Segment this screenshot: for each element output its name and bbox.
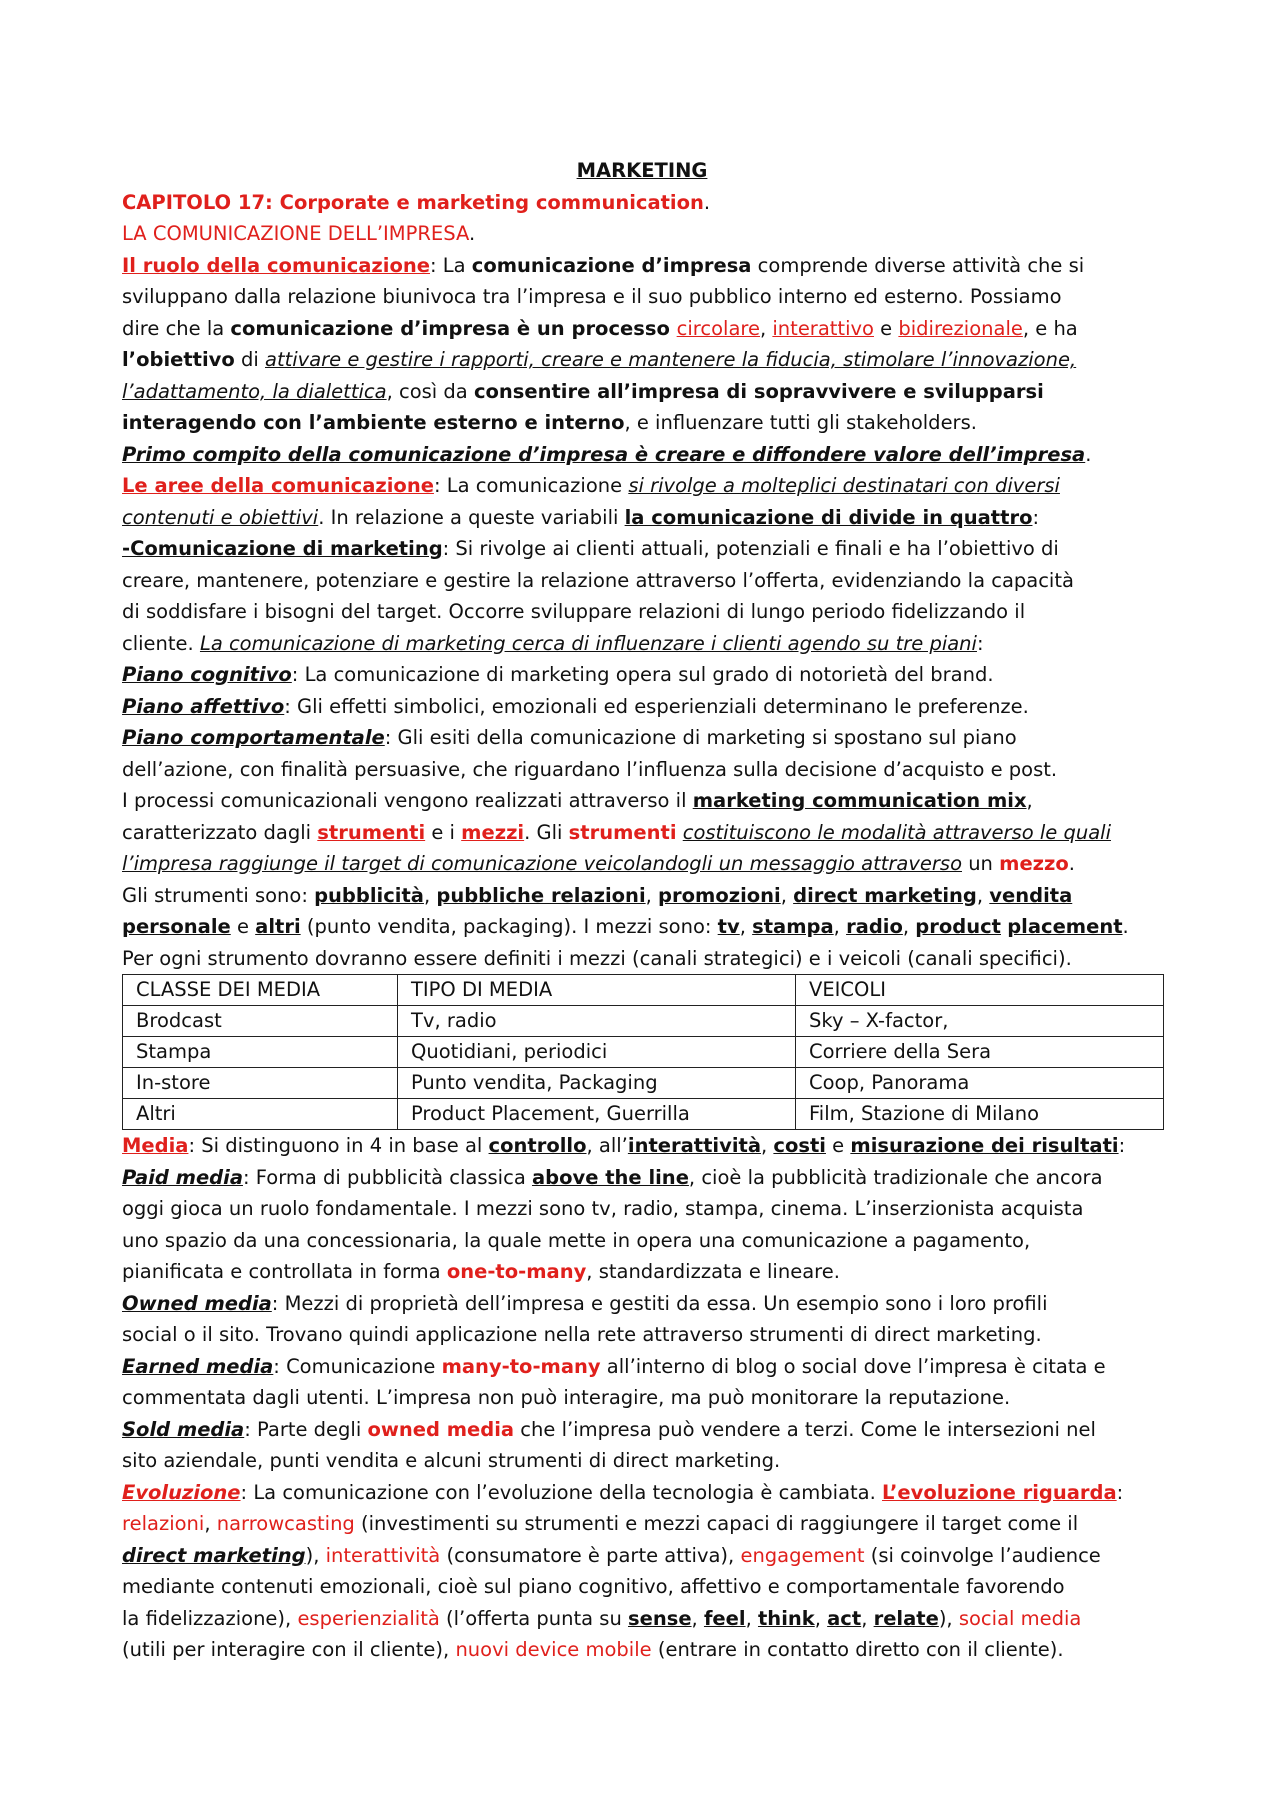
keyword-interattivo: interattivo: [772, 316, 874, 340]
paragraph-ruolo: Il ruolo della comunicazione: La comunicazione d’impresa comprende diverse attività che si sviluppano dalla relazione biunivoca tra l’impresa e il suo pubblico interno ed esterno. Possiamo dire che la comunicazione d’impresa è un processo circolare, interattivo e bidirezionale, e ha l’obiettivo di attivare e gestire i rapporti, creare e mantenere la fiducia, stimolare l’innovazione, l’adattamento, la dialettica, così da consentire all’impresa di sopravvivere e svilupparsi interagendo con l’ambiente esterno e interno, e influenzare tutti gli stakeholders. Primo compito della comunicazione d’impresa è creare e diffondere valore dell’impresa.: [122, 250, 1162, 471]
keyword-owned-media: owned media: [367, 1417, 515, 1441]
text: l’obiettivo: [122, 348, 235, 371]
text: (consumatore è parte attiva),: [440, 1543, 741, 1567]
text: si rivolge a molteplici destinatari con diversi: [628, 474, 1060, 497]
text: above the line: [531, 1165, 689, 1189]
text: e i: [425, 820, 462, 844]
text: di: [234, 348, 265, 371]
text: all’interno di blog o social dove l’impresa è citata e: [600, 1354, 1106, 1378]
table-cell: In-store: [123, 1068, 398, 1099]
strumento-item: promozioni: [658, 883, 781, 907]
text-line: Per ogni strumento dovranno essere definiti i mezzi (canali strategici) e i veicoli (canali specifici).: [122, 946, 1072, 970]
text: : Si rivolge ai clienti attuali, potenziali e finali e ha l’obiettivo di: [442, 537, 1059, 560]
keyword-item: act: [827, 1606, 862, 1630]
table-row: [123, 1037, 1164, 1068]
table-header-cell: CLASSE DEI MEDIA: [123, 975, 398, 1006]
keyword-esperienzialita: esperienzialità: [297, 1606, 440, 1630]
keyword-engagement: engagement: [740, 1543, 865, 1567]
table-cell: Stampa: [123, 1037, 398, 1068]
text: : Mezzi di proprietà dell’impresa e gestiti da essa. Un esempio sono i loro profili: [271, 1291, 1048, 1315]
text-line: commentata dagli utenti. L’impresa non può interagire, ma può monitorare la reputazione.: [122, 1386, 1011, 1409]
table-row: [123, 1068, 1164, 1099]
ruolo-heading: Il ruolo della comunicazione: [122, 253, 430, 277]
keyword-relazioni: relazioni: [122, 1512, 205, 1535]
keyword-social-media: social media: [958, 1606, 1082, 1630]
text-line: di soddisfare i bisogni del target. Occorre sviluppare relazioni di lungo periodo fidelizzando il: [122, 600, 1026, 623]
table-cell: Sky – X-factor,: [796, 1006, 1164, 1037]
text: : Comunicazione: [273, 1354, 442, 1378]
text: , e ha: [1022, 316, 1078, 340]
text: ),: [938, 1606, 959, 1630]
text: l’impresa raggiunge il target di comunicazione veicolandogli un messaggio attraverso: [122, 852, 962, 875]
text: interagendo con l’ambiente esterno e interno: [122, 411, 625, 434]
text: caratterizzato dagli: [122, 820, 318, 844]
aree-heading: Le aree della comunicazione: [122, 474, 434, 497]
keyword-many-to-many: many-to-many: [441, 1354, 601, 1378]
keyword-strumenti: strumenti: [568, 820, 677, 844]
table-header-cell: TIPO DI MEDIA: [398, 975, 796, 1006]
text: : Parte degli: [244, 1417, 368, 1441]
table-cell: Coop, Panorama: [796, 1068, 1164, 1099]
paragraph-media: Media: Si distinguono in 4 in base al controllo, all’interattività, costi e misurazione dei risultati: Paid media: Forma di pubblicità classica above the line, cioè la pubblicità tradizionale che ancora oggi gioca un ruolo fondamentale. I mezzi sono tv, radio, stampa, cinema. L’inserzionista acquista uno spazio da una concessionaria, la quale mette in opera una comunicazione a pagamento, pianificata e controllata in forma one-to-many, standardizzata e lineare. Owned media: Mezzi di proprietà dell’impresa e gestiti da essa. Un esempio sono i loro profili social o il sito. Trovano quindi applicazione nella rete attraverso strumenti di direct marketing. Earned media: Comunicazione many-to-many all’interno di blog o social dove l’impresa è citata e commentata dagli utenti. L’impresa non può interagire, ma può monitorare la reputazione. Sold media: Parte degli owned media che l’impresa può vendere a terzi. Come le intersezioni nel sito aziendale, punti vendita e alcuni strumenti di direct marketing.: [122, 1130, 1162, 1477]
text: . Gli: [524, 820, 569, 844]
keyword-bidirezionale: bidirezionale: [898, 316, 1023, 340]
text: : La comunicazione: [433, 474, 629, 497]
text: e: [230, 915, 256, 938]
keyword-evoluzione: L’evoluzione riguarda: [882, 1480, 1117, 1504]
text: consentire all’impresa di sopravvivere e svilupparsi: [473, 379, 1044, 403]
text: comunicazione d’impresa: [471, 253, 752, 277]
media-table: [122, 974, 1164, 1130]
text: interattività: [627, 1134, 761, 1157]
table-cell: Film, Stazione di Milano: [796, 1099, 1164, 1130]
text: , standardizzata e lineare.: [586, 1260, 840, 1283]
text: , e influenzare tutti gli stakeholders.: [624, 411, 977, 434]
text: marketing communication mix: [692, 789, 1027, 812]
text: : La comunicazione di marketing opera sul grado di notorietà del brand.: [291, 663, 994, 686]
text: comunicazione d’impresa è un processo: [230, 316, 677, 340]
strumento-item: pubblicità: [314, 883, 424, 907]
text: : La comunicazione con l’evoluzione della tecnologia è cambiata.: [240, 1480, 883, 1504]
text: , così da: [386, 379, 474, 403]
chapter-heading: CAPITOLO 17: Corporate e marketing communication.: [122, 190, 711, 214]
keyword-item: think: [757, 1606, 815, 1630]
mezzo-item: placement: [1007, 915, 1123, 938]
text: : Gli effetti simbolici, emozionali ed esperienziali determinano le preferenze.: [284, 694, 1029, 718]
text: (utili per interagire con il cliente),: [122, 1638, 456, 1661]
text: I processi comunicazionali vengono realizzati attraverso il: [122, 789, 693, 812]
text: costituiscono le modalità attraverso le quali: [682, 820, 1111, 844]
marketing-comm-heading: -Comunicazione di marketing: [122, 537, 443, 560]
section-text: LA COMUNICAZIONE DELL’IMPRESA: [122, 222, 469, 245]
chapter-text: CAPITOLO 17: Corporate e marketing communication: [122, 190, 704, 214]
table-row: [123, 1006, 1164, 1037]
text: (si coinvolge l’audience: [864, 1543, 1101, 1567]
owned-media-heading: Owned media: [122, 1291, 272, 1315]
document-title: MARKETING: [576, 159, 708, 182]
text: direct marketing: [122, 1543, 306, 1567]
keyword-mezzo: mezzo: [999, 852, 1069, 875]
table-row: [123, 1099, 1164, 1130]
text: (investimenti su strumenti e mezzi capaci di raggiungere il target come il: [354, 1512, 1079, 1535]
text: . In relazione a queste variabili: [318, 505, 625, 529]
text: la fidelizzazione),: [122, 1606, 298, 1630]
strumento-item: vendita: [989, 883, 1073, 907]
strumento-item: personale: [122, 915, 231, 938]
sold-media-heading: Sold media: [122, 1417, 245, 1441]
keyword-strumenti: strumenti: [317, 820, 426, 844]
text-line: dell’azione, con finalità persuasive, che riguardano l’influenza sulla decisione d’acquisto e post.: [122, 757, 1058, 781]
keyword-device-mobile: nuovi device mobile: [455, 1638, 652, 1661]
text: ),: [305, 1543, 326, 1567]
mezzo-item: stampa: [752, 915, 834, 938]
text: la comunicazione di divide in quattro: [624, 505, 1033, 529]
strumento-item: direct marketing: [793, 883, 977, 907]
paragraph-aree: Le aree della comunicazione: La comunicazione si rivolge a molteplici destinatari con diversi contenuti e obiettivi. In relazione a queste variabili la comunicazione di divide in quattro: -Comunicazione di marketing: Si rivolge ai clienti attuali, potenziali e finali e ha l’obiettivo di creare, mantenere, potenziare e gestire la relazione attraverso l’offerta, evidenziando la capacità di soddisfare i bisogni del target. Occorre sviluppare relazioni di lungo periodo fidelizzando il cliente. La comunicazione di marketing cerca di influenzare i clienti agendo su tre piani: Piano cognitivo: La comunicazione di marketing opera sul grado di notorietà del brand. Piano affettivo: Gli effetti simbolici, emozionali ed esperienziali determinano le preferenze. Piano comportamentale: Gli esiti della comunicazione di marketing si spostano sul piano dell’azione, con finalità persuasive, che riguardano l’influenza sulla decisione d’acquisto e post. I processi comunicazionali vengono realizzati attraverso il marketing communication mix, caratterizzato dagli strumenti e i mezzi. Gli strumenti costituiscono le modalità attraverso le quali l’impresa raggiunge il target di comunicazione veicolandogli un messaggio attraverso un mezzo. Gli strumenti sono: pubblicità, pubbliche relazioni, promozioni, direct marketing, vendita personale e altri (punto vendita, packaging). I mezzi sono: tv, stampa, radio, product placement. Per ogni strumento dovranno essere definiti i mezzi (canali strategici) e i veicoli (canali specifici).: [122, 470, 1162, 974]
piano-comportamentale-heading: Piano comportamentale: [122, 726, 385, 749]
text: misurazione dei risultati: [850, 1134, 1119, 1157]
table-cell: Corriere della Sera: [796, 1037, 1164, 1068]
table-cell: Quotidiani, periodici: [398, 1037, 796, 1068]
text: : Forma di pubblicità classica: [242, 1165, 532, 1189]
keyword-interattivita: interattività: [325, 1543, 441, 1567]
text: Primo compito della comunicazione d’impresa è creare e diffondere valore dell’impresa: [122, 442, 1086, 466]
text: (entrare in contatto diretto con il cliente).: [651, 1638, 1064, 1661]
paid-media-heading: Paid media: [122, 1165, 243, 1189]
text-line: mediante contenuti emozionali, cioè sul piano cognitivo, affettivo e comportamentale favorendo: [122, 1575, 1065, 1598]
text: (punto vendita, packaging). I mezzi sono:: [300, 915, 718, 938]
text: dire che la: [122, 316, 231, 340]
text-line: uno spazio da una concessionaria, la quale mette in opera una comunicazione a pagamento,: [122, 1228, 1031, 1252]
text: : Si distinguono in 4 in base al: [188, 1134, 489, 1157]
media-heading: Media: [122, 1134, 189, 1157]
keyword-narrowcasting: narrowcasting: [216, 1512, 355, 1535]
strumento-item: pubbliche relazioni: [436, 883, 646, 907]
keyword-item: sense: [628, 1606, 692, 1630]
strumento-item: altri: [255, 915, 301, 938]
piano-cognitivo-heading: Piano cognitivo: [122, 663, 292, 686]
text: e: [825, 1134, 851, 1157]
text: (l’offerta punta su: [439, 1606, 628, 1630]
text: l’adattamento, la dialettica: [122, 379, 387, 403]
table-cell: Punto vendita, Packaging: [398, 1068, 796, 1099]
text: comprende diverse attività che si: [751, 253, 1085, 277]
text: La comunicazione di marketing cerca di influenzare i clienti agendo su tre piani: [199, 631, 977, 655]
text-line: creare, mantenere, potenziare e gestire la relazione attraverso l’offerta, evidenziando la capacità: [122, 568, 1074, 592]
table-cell: Brodcast: [123, 1006, 398, 1037]
piano-affettivo-heading: Piano affettivo: [122, 694, 285, 718]
document-page: [122, 155, 1162, 1666]
text: controllo: [488, 1134, 587, 1157]
text: contenuti e obiettivi: [122, 505, 319, 529]
evoluzione-heading: Evoluzione: [122, 1480, 241, 1504]
text: : La: [429, 253, 472, 277]
text: , cioè la pubblicità tradizionale che ancora: [688, 1165, 1103, 1189]
table-cell: Product Placement, Guerrilla: [398, 1099, 796, 1130]
text: un: [962, 852, 1000, 875]
table-header-row: [123, 975, 1164, 1006]
keyword-one-to-many: one-to-many: [446, 1260, 587, 1283]
table-cell: Tv, radio: [398, 1006, 796, 1037]
text: Gli strumenti sono:: [122, 883, 315, 907]
paragraph-evoluzione: Evoluzione: La comunicazione con l’evoluzione della tecnologia è cambiata. L’evoluzione riguarda: relazioni, narrowcasting (investimenti su strumenti e mezzi capaci di raggiungere il target come il direct marketing), interattività (consumatore è parte attiva), engagement (si coinvolge l’audience mediante contenuti emozionali, cioè sul piano cognitivo, affettivo e comportamentale favorendo la fidelizzazione), esperienzialità (l’offerta punta su sense, feel, think, act, relate), social media (utili per interagire con il cliente), nuovi device mobile (entrare in contatto diretto con il cliente).: [122, 1477, 1162, 1666]
text: pianificata e controllata in forma: [122, 1260, 447, 1283]
text: , all’: [586, 1134, 628, 1157]
mezzo-item: radio: [846, 915, 903, 938]
text-line: sito aziendale, punti vendita e alcuni strumenti di direct marketing.: [122, 1449, 781, 1472]
table-cell: Altri: [123, 1099, 398, 1130]
keyword-item: relate: [873, 1606, 939, 1630]
keyword-circolare: circolare: [676, 316, 760, 340]
text-line: social o il sito. Trovano quindi applicazione nella rete attraverso strumenti di direct marketing.: [122, 1323, 1042, 1346]
section-heading: LA COMUNICAZIONE DELL’IMPRESA.: [122, 222, 476, 245]
mezzo-item: product: [915, 915, 1001, 938]
mezzo-item: tv: [717, 915, 740, 938]
keyword-mezzi: mezzi: [461, 820, 525, 844]
table-header-cell: VEICOLI: [796, 975, 1164, 1006]
text: costi: [773, 1134, 826, 1157]
text: : Gli esiti della comunicazione di marketing si spostano sul piano: [384, 726, 1017, 749]
text: cliente.: [122, 631, 200, 655]
text: che l’impresa può vendere a terzi. Come le intersezioni nel: [514, 1417, 1096, 1441]
keyword-item: feel: [703, 1606, 746, 1630]
text: attivare e gestire i rapporti, creare e mantenere la fiducia, stimolare l’innovazione,: [265, 348, 1077, 371]
earned-media-heading: Earned media: [122, 1354, 274, 1378]
text-line: sviluppano dalla relazione biunivoca tra l’impresa e il suo pubblico interno ed esterno. Possiamo: [122, 285, 1062, 308]
text-line: oggi gioca un ruolo fondamentale. I mezzi sono tv, radio, stampa, cinema. L’inserzionista acquista: [122, 1197, 1084, 1220]
